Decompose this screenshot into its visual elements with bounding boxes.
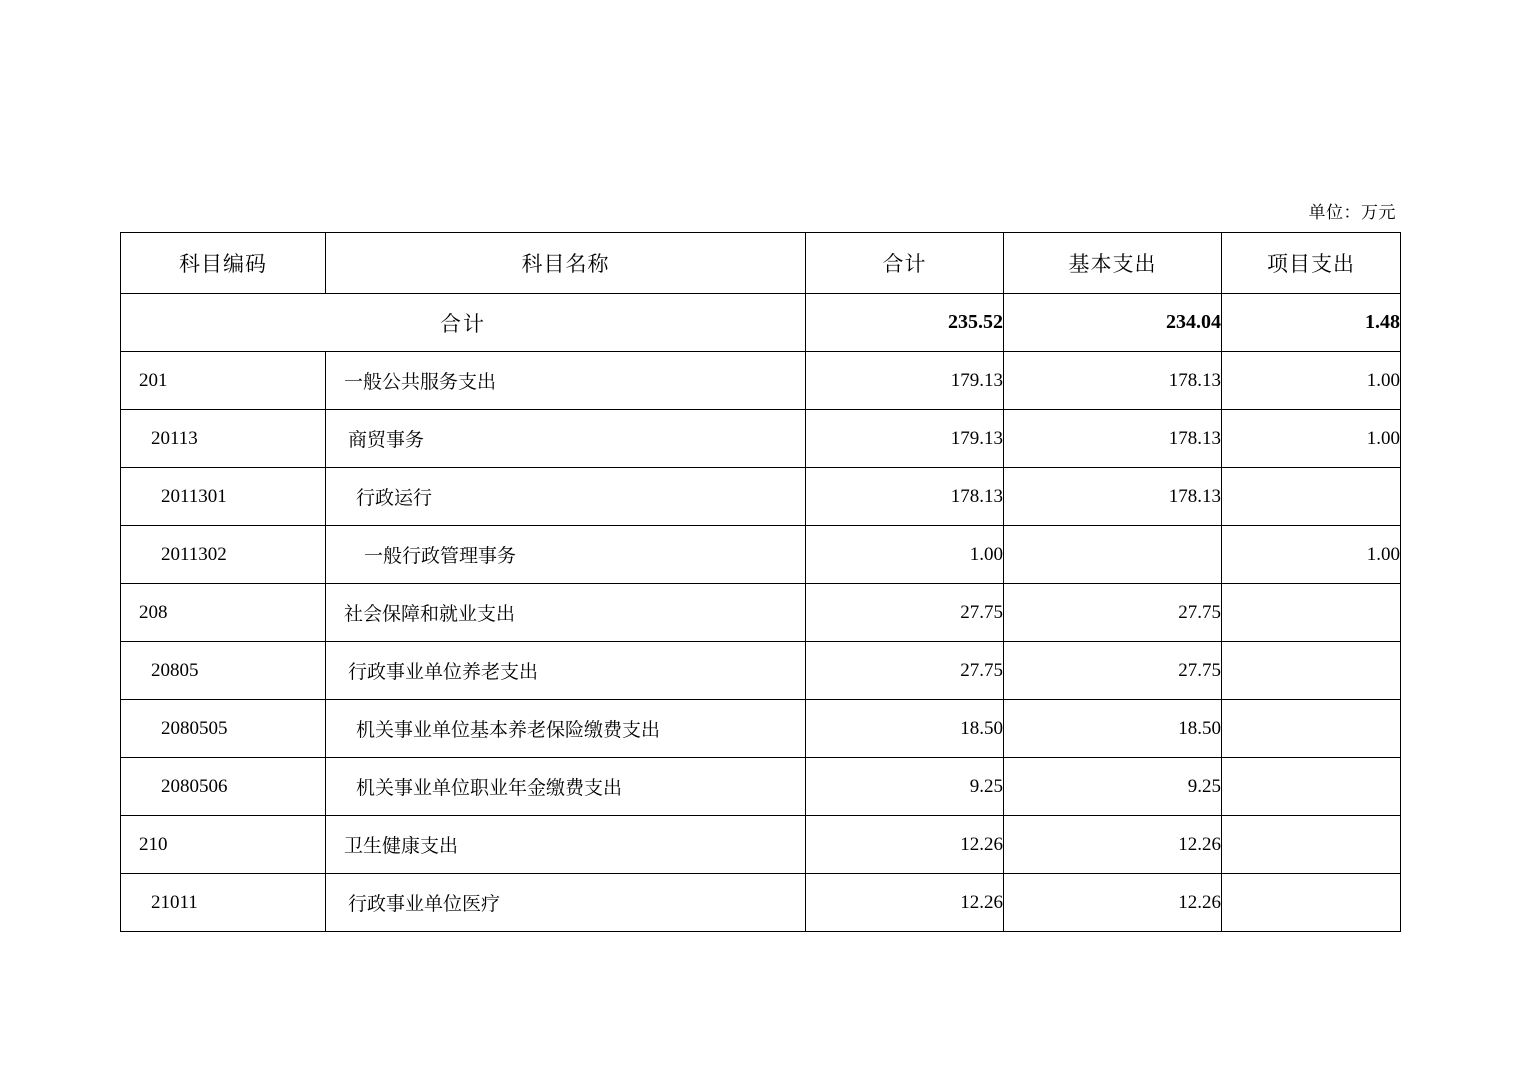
- row-name: 一般公共服务支出: [326, 352, 806, 410]
- row-project: [1222, 874, 1401, 932]
- row-code: 2080505: [121, 700, 326, 758]
- column-header-basic: 基本支出: [1004, 233, 1222, 294]
- table-row: [121, 526, 1401, 584]
- row-name: 卫生健康支出: [326, 816, 806, 874]
- table-row: [121, 584, 1401, 642]
- total-row-basic: 234.04: [1004, 294, 1222, 352]
- row-code: 20113: [121, 410, 326, 468]
- row-project: 1.00: [1222, 352, 1401, 410]
- row-name: 社会保障和就业支出: [326, 584, 806, 642]
- row-total: 27.75: [806, 584, 1004, 642]
- row-total: 18.50: [806, 700, 1004, 758]
- table-total-row: [121, 294, 1401, 352]
- row-name: 行政事业单位医疗: [326, 874, 806, 932]
- row-project: [1222, 816, 1401, 874]
- row-project: 1.00: [1222, 410, 1401, 468]
- row-name: 商贸事务: [326, 410, 806, 468]
- table-row: [121, 642, 1401, 700]
- table-row: [121, 816, 1401, 874]
- column-header-project: 项目支出: [1222, 233, 1401, 294]
- row-project: [1222, 700, 1401, 758]
- row-code: 2080506: [121, 758, 326, 816]
- row-basic: [1004, 526, 1222, 584]
- column-header-code: 科目编码: [121, 233, 326, 294]
- row-total: 12.26: [806, 874, 1004, 932]
- row-basic: 9.25: [1004, 758, 1222, 816]
- row-project: 1.00: [1222, 526, 1401, 584]
- row-total: 1.00: [806, 526, 1004, 584]
- row-code: 201: [121, 352, 326, 410]
- row-code: 21011: [121, 874, 326, 932]
- table-row: [121, 758, 1401, 816]
- row-basic: 178.13: [1004, 468, 1222, 526]
- column-header-name: 科目名称: [326, 233, 806, 294]
- row-total: 178.13: [806, 468, 1004, 526]
- row-name: 行政事业单位养老支出: [326, 642, 806, 700]
- table-row: [121, 410, 1401, 468]
- column-header-total: 合计: [806, 233, 1004, 294]
- row-name: 一般行政管理事务: [326, 526, 806, 584]
- row-project: [1222, 758, 1401, 816]
- table-row: [121, 874, 1401, 932]
- row-code: 2011301: [121, 468, 326, 526]
- row-name: 机关事业单位基本养老保险缴费支出: [326, 700, 806, 758]
- row-code: 208: [121, 584, 326, 642]
- row-code: 20805: [121, 642, 326, 700]
- row-name: 机关事业单位职业年金缴费支出: [326, 758, 806, 816]
- budget-expenditure-table: [120, 232, 1401, 932]
- total-row-label: 合计: [121, 294, 806, 352]
- table-row: [121, 468, 1401, 526]
- total-row-project: 1.48: [1222, 294, 1401, 352]
- row-basic: 178.13: [1004, 410, 1222, 468]
- row-basic: 12.26: [1004, 874, 1222, 932]
- row-code: 210: [121, 816, 326, 874]
- row-total: 27.75: [806, 642, 1004, 700]
- table-header-row: [121, 233, 1401, 294]
- table-row: [121, 700, 1401, 758]
- row-project: [1222, 468, 1401, 526]
- row-basic: 18.50: [1004, 700, 1222, 758]
- row-basic: 27.75: [1004, 642, 1222, 700]
- row-project: [1222, 642, 1401, 700]
- unit-note: 单位：万元: [1308, 203, 1396, 222]
- row-basic: 178.13: [1004, 352, 1222, 410]
- row-total: 179.13: [806, 410, 1004, 468]
- total-row-total: 235.52: [806, 294, 1004, 352]
- row-project: [1222, 584, 1401, 642]
- row-name: 行政运行: [326, 468, 806, 526]
- row-basic: 12.26: [1004, 816, 1222, 874]
- row-basic: 27.75: [1004, 584, 1222, 642]
- row-total: 9.25: [806, 758, 1004, 816]
- row-total: 179.13: [806, 352, 1004, 410]
- row-total: 12.26: [806, 816, 1004, 874]
- table-row: [121, 352, 1401, 410]
- row-code: 2011302: [121, 526, 326, 584]
